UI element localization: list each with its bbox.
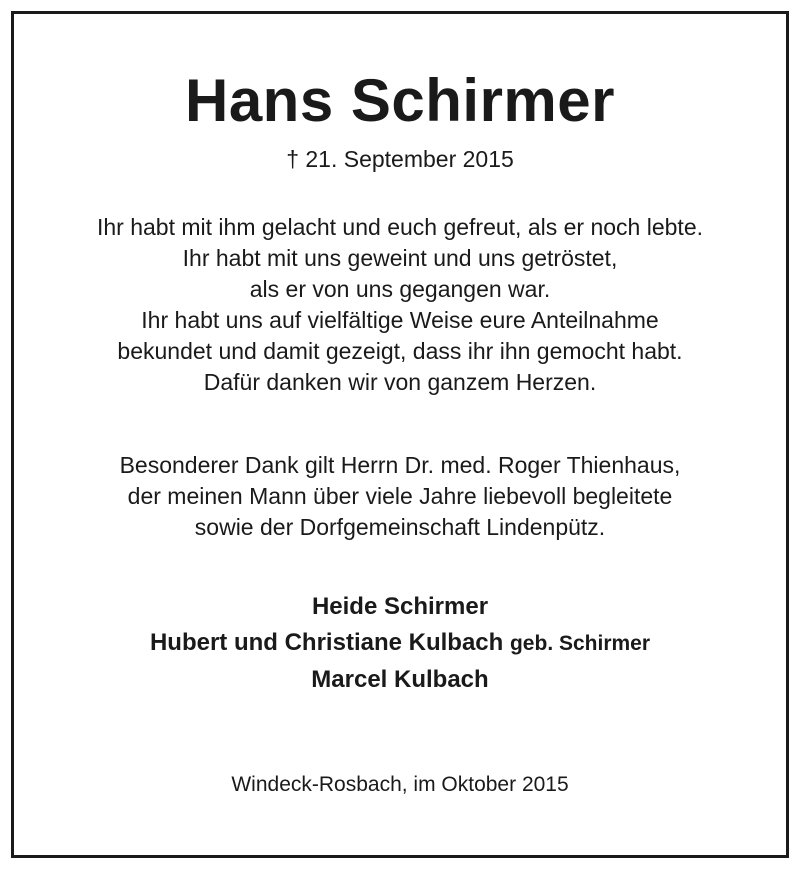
signer-name: Heide Schirmer	[311, 593, 489, 620]
text-line: bekundet und damit gezeigt, dass ihr ihn gemocht habt.	[117, 338, 683, 364]
special-thanks-paragraph	[14, 450, 786, 543]
text-line: Ihr habt mit ihm gelacht und euch gefreut, als er noch lebte.	[96, 214, 704, 240]
text-line: der meinen Mann über viele Jahre liebevoll begleitete	[127, 483, 673, 509]
text-line: als er von uns gegangen war.	[249, 276, 551, 302]
death-date: † 21. September 2015	[286, 146, 514, 172]
text-line: sowie der Dorfgemeinschaft Lindenpütz.	[194, 514, 606, 540]
place-and-date: Windeck-Rosbach, im Oktober 2015	[231, 773, 569, 796]
thanks-paragraph	[14, 212, 786, 398]
signers-block	[14, 589, 786, 698]
text-line: Dafür danken wir von ganzem Herzen.	[203, 369, 597, 395]
signer-name	[14, 625, 786, 662]
deceased-name: Hans Schirmer	[184, 67, 615, 134]
signer-name-main: Hubert und Christiane Kulbach	[149, 629, 504, 656]
text-line: Ihr habt mit uns geweint und uns getröstet,	[182, 245, 618, 271]
signer-name: Marcel Kulbach	[311, 666, 489, 693]
text-line: Besonderer Dank gilt Herrn Dr. med. Roger Thienhaus,	[119, 452, 681, 478]
maiden-name: geb. Schirmer	[509, 632, 651, 655]
obituary-notice	[14, 14, 786, 855]
text-line: Ihr habt uns auf vielfältige Weise eure Anteilnahme	[141, 307, 659, 333]
